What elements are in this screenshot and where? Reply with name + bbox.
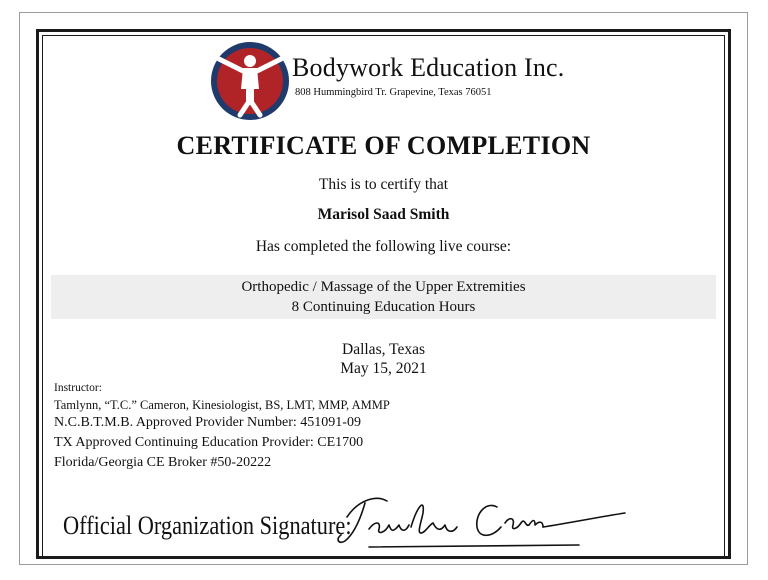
- organization-name: Bodywork Education Inc.: [292, 53, 565, 82]
- ce-broker-number: Florida/Georgia CE Broker #50-20222: [54, 455, 272, 470]
- vitruvian-man-logo-icon: [210, 41, 290, 121]
- tx-provider-number: TX Approved Continuing Education Provider: CE1700: [54, 435, 364, 450]
- completed-line: Has completed the following live course:: [255, 238, 512, 255]
- handwritten-signature: [329, 487, 629, 559]
- recipient-name: Marisol Saad Smith: [317, 206, 450, 223]
- course-name: Orthopedic / Massage of the Upper Extremities: [241, 279, 526, 295]
- instructor-name: Tamlynn, “T.C.” Cameron, Kinesiologist, BS, LMT, MMP, AMMP: [54, 398, 390, 412]
- organization-address: 808 Hummingbird Tr. Grapevine, Texas 76051: [295, 87, 492, 98]
- certificate-title: CERTIFICATE OF COMPLETION: [176, 131, 591, 160]
- course-hours: 8 Continuing Education Hours: [291, 299, 476, 315]
- provider-number: N.C.B.T.M.B. Approved Provider Number: 451091-09: [54, 415, 361, 430]
- signature-label: Official Organization Signature:: [63, 511, 352, 540]
- course-date: May 15, 2021: [340, 360, 427, 377]
- instructor-label: Instructor:: [54, 382, 102, 394]
- course-location: Dallas, Texas: [342, 341, 425, 358]
- certificate-frame: [36, 29, 731, 559]
- certify-line: This is to certify that: [318, 176, 449, 193]
